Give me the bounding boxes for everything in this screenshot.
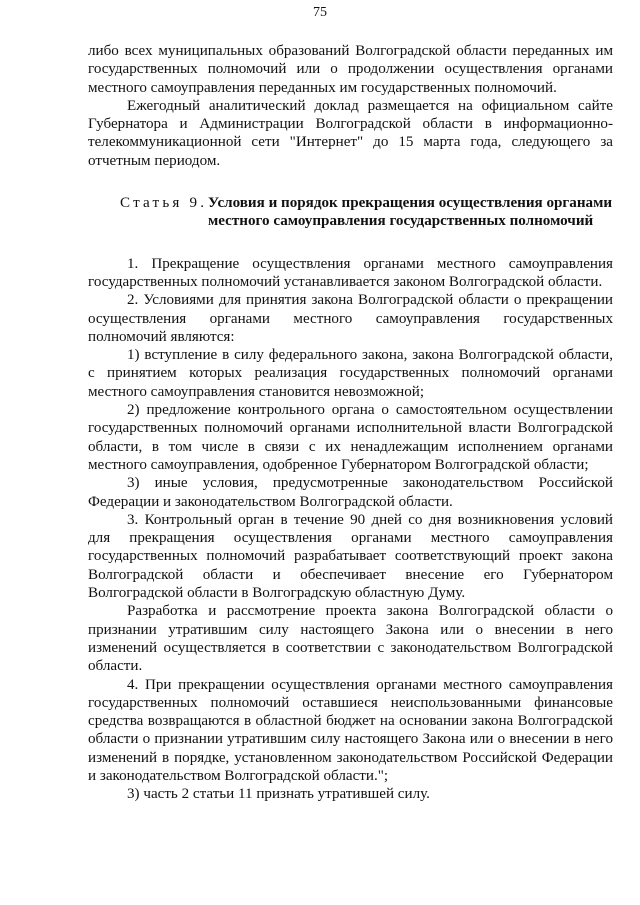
paragraph-item: 1) вступление в силу федерального закона, закона Волгоградской области, с принятием которых реализация государственных полномочий органами местного самоуправления становится невозможной; [88, 347, 613, 400]
document-body [88, 42, 613, 804]
paragraph-item: Разработка и рассмотрение проекта закона Волгоградской области о признании утратившим силу настоящего Закона или о внесении в него изменений осуществляется в соответствии с законодательством Волгоградской области. [88, 603, 613, 675]
article-label: Статья 9. [120, 195, 208, 212]
paragraph-continuation: либо всех муниципальных образований Волгоградской области переданных им государственных полномочий или о продолжении осуществления органами местного самоуправления переданных им государственных полномочий. [88, 43, 613, 96]
paragraph-item: 2. Условиями для принятия закона Волгоградской области о прекращении осуществления органами местного самоуправления государственных полномочий являются: [88, 292, 613, 345]
paragraph-annual-report: Ежегодный аналитический доклад размещается на официальном сайте Губернатора и Администрации Волгоградской области в информационно-телекоммуникационной сети "Интернет" до 15 марта года, следующего за отчетным периодом. [88, 97, 613, 169]
page-number: 75 [313, 5, 327, 20]
paragraph-item: 4. При прекращении осуществления органами местного самоуправления государственных полномочий оставшиеся неиспользованными финансовые средства возвращаются в областной бюджет на основании закона Волгоградской области о признании утратившим силу настоящего Закона или о внесении в него изменений в порядке, установленном законодательством Российской Федерации и законодательством Волгоградской области."; [88, 676, 613, 784]
article-title: Условия и порядок прекращения осуществления органами местного самоуправления государственных полномочий [208, 195, 613, 230]
paragraph-item: 3) часть 2 статьи 11 признать утратившей силу. [127, 786, 430, 803]
paragraph-item: 3. Контрольный орган в течение 90 дней со дня возникновения условий для прекращения осуществления органами местного самоуправления государственных полномочий разрабатывает соответствующий проект закона Волгоградской области и обеспечивает внесение его Губернатором Волгоградской области в Волгоградскую областную Думу. [88, 511, 613, 602]
article-heading [88, 194, 613, 231]
paragraph-item: 1. Прекращение осуществления органами местного самоуправления государственных полномочий устанавливается законом Волгоградской области. [88, 255, 613, 290]
paragraph-item: 3) иные условия, предусмотренные законодательством Российской Федерации и законодательством Волгоградской области. [88, 475, 613, 510]
paragraph-item: 2) предложение контрольного органа о самостоятельном осуществлении государственных полномочий органами исполнительной власти Волгоградской области, в том числе в связи с их ненадлежащим исполнением органами местного самоуправления, одобренное Губернатором Волгоградской области; [88, 402, 613, 473]
